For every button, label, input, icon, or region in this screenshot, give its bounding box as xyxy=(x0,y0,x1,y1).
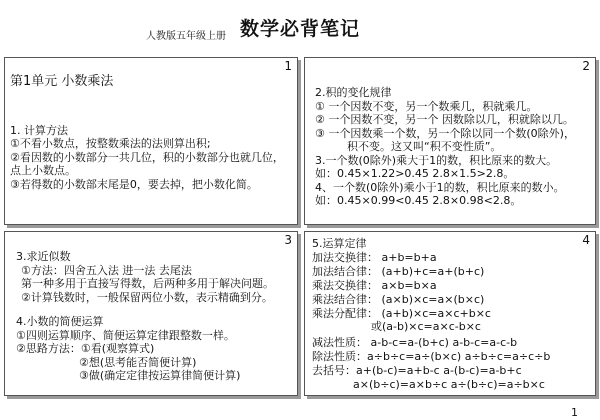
formula-line: 去括号：a+(b-c)=a+b-c a-(b-c)=a-b+c xyxy=(312,364,522,377)
formula-line: 加法结合律： (a+b)+c=a+(b+c) xyxy=(312,265,485,278)
text-line: ③ 一个因数乘一个数，另一个除以同一个数(0除外)， xyxy=(315,127,575,140)
text-line: ②计算钱数时，一般保留两位小数，表示精确到分。 xyxy=(21,291,273,304)
formula-line: 加法交换律： a+b=b+a xyxy=(312,251,437,264)
section-heading: 2.积的变化规律 xyxy=(315,86,392,99)
text-line: 4、一个数(0除外)乘小于1的数，积比原来的数小。 xyxy=(315,181,565,194)
section-heading: 3.求近似数 xyxy=(16,250,71,263)
card-number: 3 xyxy=(284,233,292,247)
formula-line: 或(a-b)×c=a×c-b×c xyxy=(371,320,481,333)
text-line: ②思路方法：①看(观察算式) xyxy=(16,342,155,355)
formula-line: 除法性质：a÷b÷c=a÷(b×c) a÷b÷c=a÷c÷b xyxy=(312,350,551,363)
card-2-product-rules xyxy=(304,57,596,225)
page-title: 数学必背笔记 xyxy=(240,18,361,40)
card-3-approximation xyxy=(4,231,298,396)
text-line: ② 一个因数不变，另一个 因数除以几，积就除以几。 xyxy=(315,113,574,126)
section-heading: 4.小数的简便运算 xyxy=(16,315,104,328)
page-number: 1 xyxy=(571,406,578,419)
text-line: ①四则运算顺序、简便运算定律跟整数一样。 xyxy=(16,329,235,342)
section-heading: 5.运算定律 xyxy=(312,237,367,250)
text-line: 如：0.45×0.99<0.45 2.8×0.98<2.8。 xyxy=(315,194,522,207)
text-line: 3.一个数(0除外)乘大于1的数，积比原来的数大。 xyxy=(315,154,558,167)
text-line: ③做(确定定律按运算律简便计算) xyxy=(79,369,241,382)
unit-title: 第1单元 小数乘法 xyxy=(10,74,114,89)
text-line: 第一种多用于直接写得数，后两种多用于解决问题。 xyxy=(21,277,274,290)
card-number: 2 xyxy=(582,59,590,73)
card-4-operation-laws xyxy=(304,231,596,396)
text-line: ②想(思考能否简便计算) xyxy=(79,356,197,369)
text-line: ① 一个因数不变，另一个数乘几，积就乘几。 xyxy=(315,100,538,113)
section-heading: 1. 计算方法 xyxy=(10,124,68,137)
card-number: 1 xyxy=(284,59,292,73)
formula-line: 乘法分配律： (a+b)×c=a×c+b×c xyxy=(312,307,491,320)
header-subtitle: 人教版五年级上册 xyxy=(146,31,226,42)
text-line: ③若得数的小数部末尾是0，要去掉，把小数化简。 xyxy=(10,178,258,191)
text-line: 如：0.45×1.22>0.45 2.8×1.5>2.8。 xyxy=(315,167,515,180)
text-line: ②看因数的小数部分一共几位，积的小数部分也就几位， xyxy=(10,151,284,164)
formula-line: 乘法结合律： (a×b)×c=a×(b×c) xyxy=(312,293,485,306)
formula-line: 乘法交换律： a×b=b×a xyxy=(312,279,437,292)
text-line: ①方法：四舍五入法 进一法 去尾法 xyxy=(21,264,192,277)
text-line: ①不看小数点，按整数乘法的法则算出积; xyxy=(10,137,211,150)
card-number: 4 xyxy=(582,233,590,247)
text-line: 点上小数点。 xyxy=(10,164,76,177)
card-1-multiplication xyxy=(4,57,298,225)
formula-line: a×(b÷c)=a×b÷c a÷(b÷c)=a÷b×c xyxy=(353,378,545,391)
text-line: 积不变。这又叫“积不变性质”。 xyxy=(347,140,502,153)
formula-line: 减法性质： a-b-c=a-(b+c) a-b-c=a-c-b xyxy=(312,336,518,349)
